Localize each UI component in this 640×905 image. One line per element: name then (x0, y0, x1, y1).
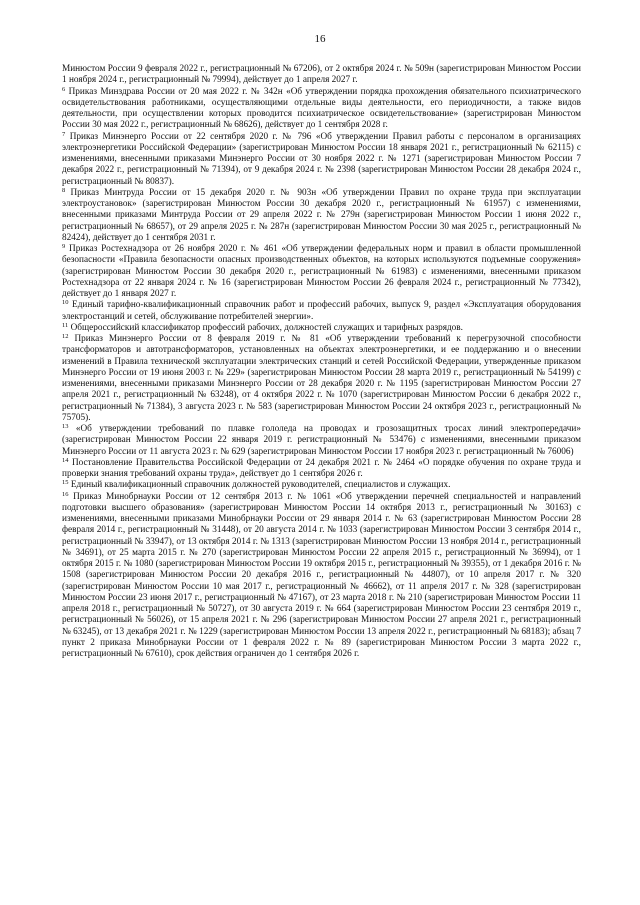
footnote-text: Приказ Минздрава России от 20 мая 2022 г. № 342н «Об утверждении порядка прохождения обязательного психиатрического освидетельствования работниками, осуществляющими отдельные виды деятельности, его периодичности, а также видов деятельности, при осуществлении которых проводится психиатрическое освидетельствование» (зарегистрирован Минюстом России 30 мая 2022 г., регистрационный № 68626), действует до 1 сентября 2028 г. (62, 86, 582, 131)
footnote-marker: 9 (62, 243, 66, 250)
footnote-text: Общероссийский классификатор профессий рабочих, должностей служащих и тарифных разрядов. (70, 322, 463, 333)
footnote-text: Единый тарифно-квалификационный справочник работ и профессий рабочих, выпуск 9, раздел «Эксплуатация оборудования электростанций и сетей, обслуживание потребителей энергии». (62, 300, 582, 322)
footnote-marker: 10 (62, 299, 69, 307)
footnote-marker: 6 (62, 85, 66, 93)
footnote-text: Приказ Минобрнауки России от 12 сентября 2013 г. № 1061 «Об утверждении перечней специальностей и направлений подготовки высшего образования» (зарегистрирован Минюстом России 14 октября 2013 г., регистрационный № 30163) с изменениями, внесенными приказами Минобрнауки России от 29 января 2014 г. № 63 (зарегистрирован Минюстом России 28 февраля 2014 г., регистрационный № 31448), от 20 августа 2014 г. № 1033 (зарегистрирован Минюстом России 3 сентября 2014 г., регистрационный № 33947), от 13 октября 2014 г. № 1313 (зарегистрирован Минюстом России 13 ноября 2014 г., регистрационный № 34691), от 25 марта 2015 г. № 270 (зарегистрирован Минюстом России 22 апреля 2015 г., регистрационный № 36994), от 1 октября 2015 г. № 1080 (зарегистрирован Минюстом России 19 октября 2015 г., регистрационный № 39355), от 1 декабря 2016 г. № 1508 (зарегистрирован Минюстом России 20 декабря 2016 г., регистрационный № 44807), от 10 апреля 2017 г. № 320 (зарегистрирован Минюстом России 10 мая 2017 г., регистрационный № 46662), от 11 апреля 2017 г. № 328 (зарегистрирован Минюстом России 23 июня 2017 г., регистрационный № 47167), от 23 марта 2018 г. № 210 (зарегистрирован Минюстом России 11 апреля 2018 г., регистрационный № 50727), от 30 августа 2019 г. № 664 (зарегистрирован Минюстом России 23 сентября 2019 г., регистрационный № 56026), от 15 апреля 2021 г. № 296 (зарегистрирован Минюстом России 27 апреля 2021 г., регистрационный № 63245), от 13 декабря 2021 г. № 1229 (зарегистрирован Минюстом России 13 апреля 2022 г., регистрационный № 68183); абзац 7 пункт 2 приказа Минобрнауки России от 1 февраля 2022 г. № 89 (зарегистрирован Минюстом России 3 марта 2022 г., регистрационный № 67610), срок действия ограничен до 1 сентября 2026 г. (62, 491, 582, 659)
footnote-8 (62, 188, 581, 244)
footnote-6 (62, 87, 581, 132)
footnote-marker: 15 (62, 479, 69, 487)
page-number: 16 (314, 33, 326, 45)
footnote-marker: 14 (62, 456, 69, 464)
footnote-text: Минюстом России 9 февраля 2022 г., регистрационный № 67206), от 2 октября 2024 г. № 509н (зарегистрирован Минюстом России 1 ноября 2024 г., регистрационный № 79994), действует до 1 апреля 2027 г. (62, 64, 581, 86)
footnote-text: Приказ Минтруда России от 15 декабря 2020 г. № 903н «Об утверждении Правил по охране труда при эксплуатации электроустановок» (зарегистрирован Минюстом России 30 декабря 2020 г., регистрационный № 61957) с изменениями, внесенными приказами Минтруда России от 29 апреля 2022 г. № 279н (зарегистрирован Минюстом России 1 июня 2022 г., регистрационный № 68657), от 29 апреля 2025 г. № 287н (зарегистрирован Минюстом России 30 мая 2025 г., регистрационный № 82424), действует до 1 сентября 2031 г. (62, 187, 581, 243)
footnote-9 (62, 244, 581, 300)
footnote-10 (62, 300, 581, 323)
footnote-continuation (62, 64, 581, 87)
footnotes-section (62, 64, 581, 660)
footnote-14 (62, 458, 581, 481)
footnote-marker: 16 (62, 490, 69, 498)
footnote-11 (62, 323, 581, 334)
footnote-7 (62, 132, 581, 188)
footnote-marker: 8 (62, 186, 66, 194)
footnote-marker: 11 (62, 321, 69, 329)
footnote-13 (62, 424, 581, 458)
footnote-text: Приказ Ростехнадзора от 26 ноября 2020 г. № 461 «Об утверждении федеральных норм и правил в области промышленной безопасности «Правила безопасности опасных производственных объектов, на которых используются подъемные сооружения» (зарегистрирован Минюстом России 30 декабря 2020 г., регистрационный № 61983) с изменениями, внесенными приказом Ростехнадзора от 22 января 2024 г. № 16 (зарегистрирован Минюстом России 26 февраля 2024 г., регистрационный № 77342), действует до 1 января 2027 г. (62, 244, 581, 299)
footnote-text: Приказ Минэнерго России от 8 февраля 2019 г. № 81 «Об утверждении требований к перегрузочной способности трансформаторов и автотрансформаторов, установленных на объектах электроэнергетики, и ее поддержанию и о внесении изменений в Правила технической эксплуатации электрических станций и сетей Российской Федерации, утвержденные приказом Минэнерго России от 19 июня 2003 г. № 229» (зарегистрирован Минюстом России 28 марта 2019 г., регистрационный № 54199) с изменениями, внесенными приказами Минэнерго России от 28 декабря 2020 г. № 1195 (зарегистрирован Минюстом России 27 апреля 2021 г., регистрационный № 63248), от 4 октября 2022 г. № 1070 (зарегистрирован Минюстом России 6 декабря 2022 г., регистрационный № 71384), 3 августа 2023 г. № 583 (зарегистрирован Минюстом России 24 октября 2023 г., регистрационный № 75705). (62, 334, 581, 423)
footnote-marker: 7 (62, 130, 66, 138)
footnote-text: Приказ Минэнерго России от 22 сентября 2020 г. № 796 «Об утверждении Правил работы с персоналом в организациях электроэнергетики Российской Федерации» (зарегистрирован Минюстом России 18 января 2021 г., регистрационный № 62115) с изменениями, внесенными приказами Минэнерго России от 30 ноября 2022 г. № 1271 (зарегистрирован Минюстом России 7 декабря 2022 г., регистрационный № 71394), от 9 декабря 2024 г. № 2398 (зарегистрирован Минюстом России 28 декабря 2024 г., регистрационный № 80837). (62, 131, 581, 187)
footnote-15 (62, 480, 581, 491)
footnote-marker: 12 (62, 333, 69, 340)
footnote-text: Единый квалификационный справочник должностей руководителей, специалистов и служащих. (70, 480, 451, 491)
footnote-marker: 13 (62, 423, 69, 430)
footnote-text: Постановление Правительства Российской Федерации от 24 декабря 2021 г. № 2464 «О порядке обучения по охране труда и проверки знания требований охраны труда», действует до 1 сентября 2026 г. (62, 457, 582, 479)
footnote-12 (62, 334, 581, 424)
footnote-text: «Об утверждении требований по плавке гололеда на проводах и грозозащитных тросах линий электропередачи» (зарегистрирован Минюстом России 22 января 2019 г. регистрационный № 53476) с изменениями, внесенными приказом Минэнерго России от 11 августа 2023 г. № 629 (зарегистрирован Минюстом России 17 ноября 2023 г. регистрационный № 76006) (62, 424, 581, 457)
footnote-16 (62, 492, 581, 661)
